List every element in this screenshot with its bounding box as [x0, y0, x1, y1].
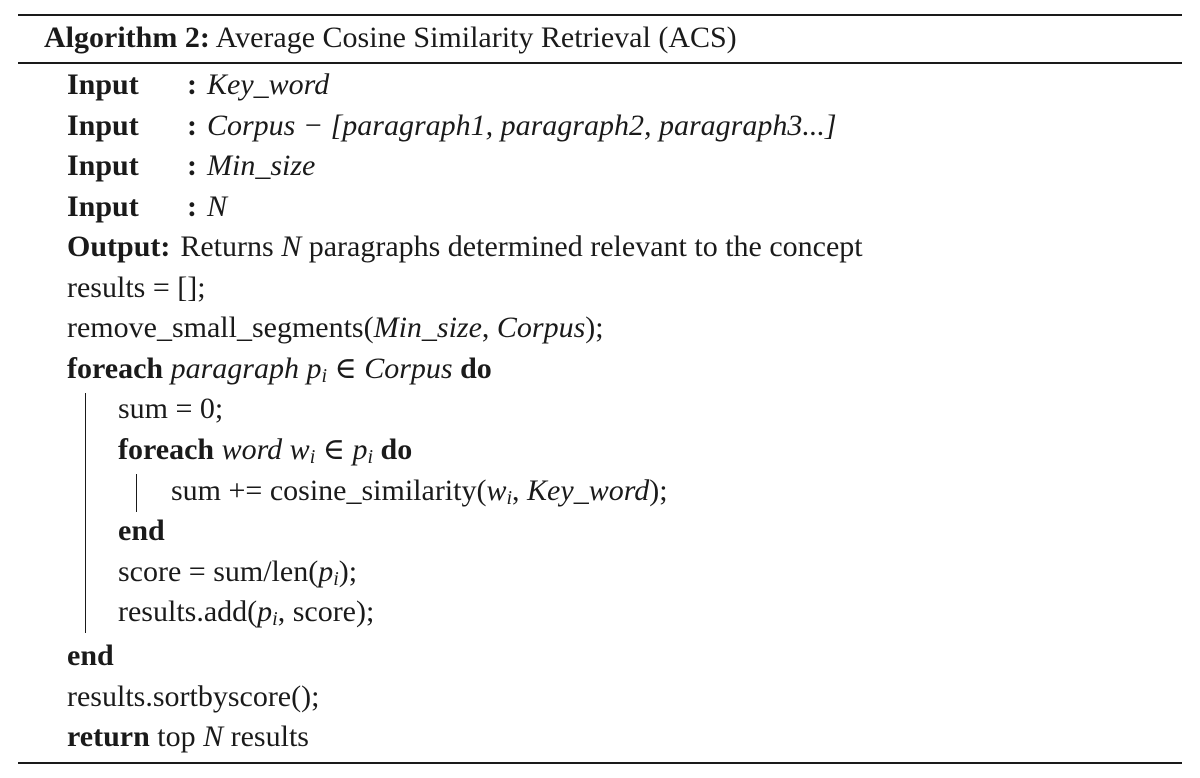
sum-init-text: sum = 0;: [118, 392, 224, 425]
input-line-minsize: [67, 146, 315, 187]
output-pre: Returns: [180, 230, 274, 263]
return-post: results: [230, 720, 309, 753]
input-line-keyword: [67, 65, 329, 106]
outer-loop-bar: [85, 393, 86, 633]
foreach-set: Corpus: [364, 352, 453, 385]
score-end: );: [338, 555, 358, 588]
output-post: paragraphs determined relevant to the concept: [308, 230, 863, 263]
init-line: [67, 268, 206, 309]
foreach-var: p: [306, 352, 322, 385]
sum-init-line: [118, 389, 223, 430]
sort-line: [67, 677, 319, 718]
output-line: [67, 227, 863, 268]
sum-add-sub: i: [506, 487, 513, 509]
algorithm-title: Average Cosine Similarity Retrieval (ACS): [215, 21, 737, 54]
end-keyword: end: [67, 639, 114, 672]
inner-end-line: [118, 511, 165, 552]
input-value: Corpus − [paragraph1, paragraph2, paragraph3...]: [207, 109, 837, 142]
sum-add-sep: ,: [512, 474, 528, 507]
results-add-line: [118, 592, 374, 633]
foreach-word-line: [118, 430, 412, 471]
input-value: Key_word: [207, 68, 330, 101]
score-sub: i: [333, 568, 339, 590]
score-pre: score = sum/len(: [118, 555, 319, 588]
foreach-set-sub: i: [367, 446, 374, 468]
element-of-symbol: ∈: [322, 433, 345, 466]
foreach-set: p: [352, 433, 368, 466]
return-keyword: return: [67, 720, 150, 753]
input-value: N: [207, 190, 228, 223]
colon: :: [187, 109, 197, 142]
results-add-pre: results.add(: [118, 595, 258, 628]
do-keyword: do: [460, 352, 492, 385]
sort-text: results.sortbyscore();: [67, 680, 320, 713]
score-line: [118, 552, 357, 593]
score-var: p: [318, 555, 334, 588]
results-add-var: p: [257, 595, 273, 628]
results-add-end: , score);: [277, 595, 375, 628]
algorithm-label: Algorithm 2:: [44, 21, 210, 54]
remove-arg2: Corpus: [496, 311, 586, 344]
foreach-sub: i: [321, 365, 328, 387]
input-label: Input: [67, 149, 139, 182]
remove-line: [67, 308, 604, 349]
input-line-n: [67, 187, 227, 228]
foreach-paragraph-line: [67, 349, 492, 390]
inner-loop-bar: [136, 474, 137, 512]
sum-add-end: );: [649, 474, 668, 507]
input-label: Input: [67, 190, 139, 223]
sum-add-var: w: [486, 474, 507, 507]
sum-add-key: Key_word: [527, 474, 650, 507]
init-text: results = [];: [67, 271, 206, 304]
colon: :: [187, 149, 197, 182]
foreach-text: word: [221, 433, 283, 466]
output-label: Output:: [67, 230, 171, 263]
return-line: [67, 717, 309, 758]
return-pre: top: [157, 720, 196, 753]
remove-arg1: Min_size: [373, 311, 482, 344]
remove-sep: ,: [481, 311, 497, 344]
remove-fn: remove_small_segments(: [67, 311, 374, 344]
algorithm-caption: [44, 16, 737, 60]
foreach-sub: i: [309, 446, 316, 468]
return-var: N: [203, 720, 224, 753]
do-keyword: do: [380, 433, 413, 466]
colon: :: [187, 190, 197, 223]
colon: :: [187, 68, 197, 101]
foreach-var: w: [289, 433, 310, 466]
input-label: Input: [67, 109, 139, 142]
bottom-rule: [18, 762, 1182, 764]
results-add-sub: i: [272, 608, 278, 630]
element-of-symbol: ∈: [334, 352, 357, 385]
outer-end-line: [67, 636, 114, 677]
remove-end: );: [585, 311, 604, 344]
foreach-keyword: foreach: [118, 433, 215, 466]
sum-add-pre: sum += cosine_similarity(: [171, 474, 487, 507]
foreach-text: paragraph: [170, 352, 299, 385]
end-keyword: end: [118, 514, 165, 547]
caption-rule: [18, 62, 1182, 64]
input-label: Input: [67, 68, 139, 101]
output-var: N: [281, 230, 302, 263]
input-value: Min_size: [207, 149, 316, 182]
foreach-keyword: foreach: [67, 352, 164, 385]
sum-add-line: [171, 471, 668, 512]
input-line-corpus: [67, 106, 837, 147]
